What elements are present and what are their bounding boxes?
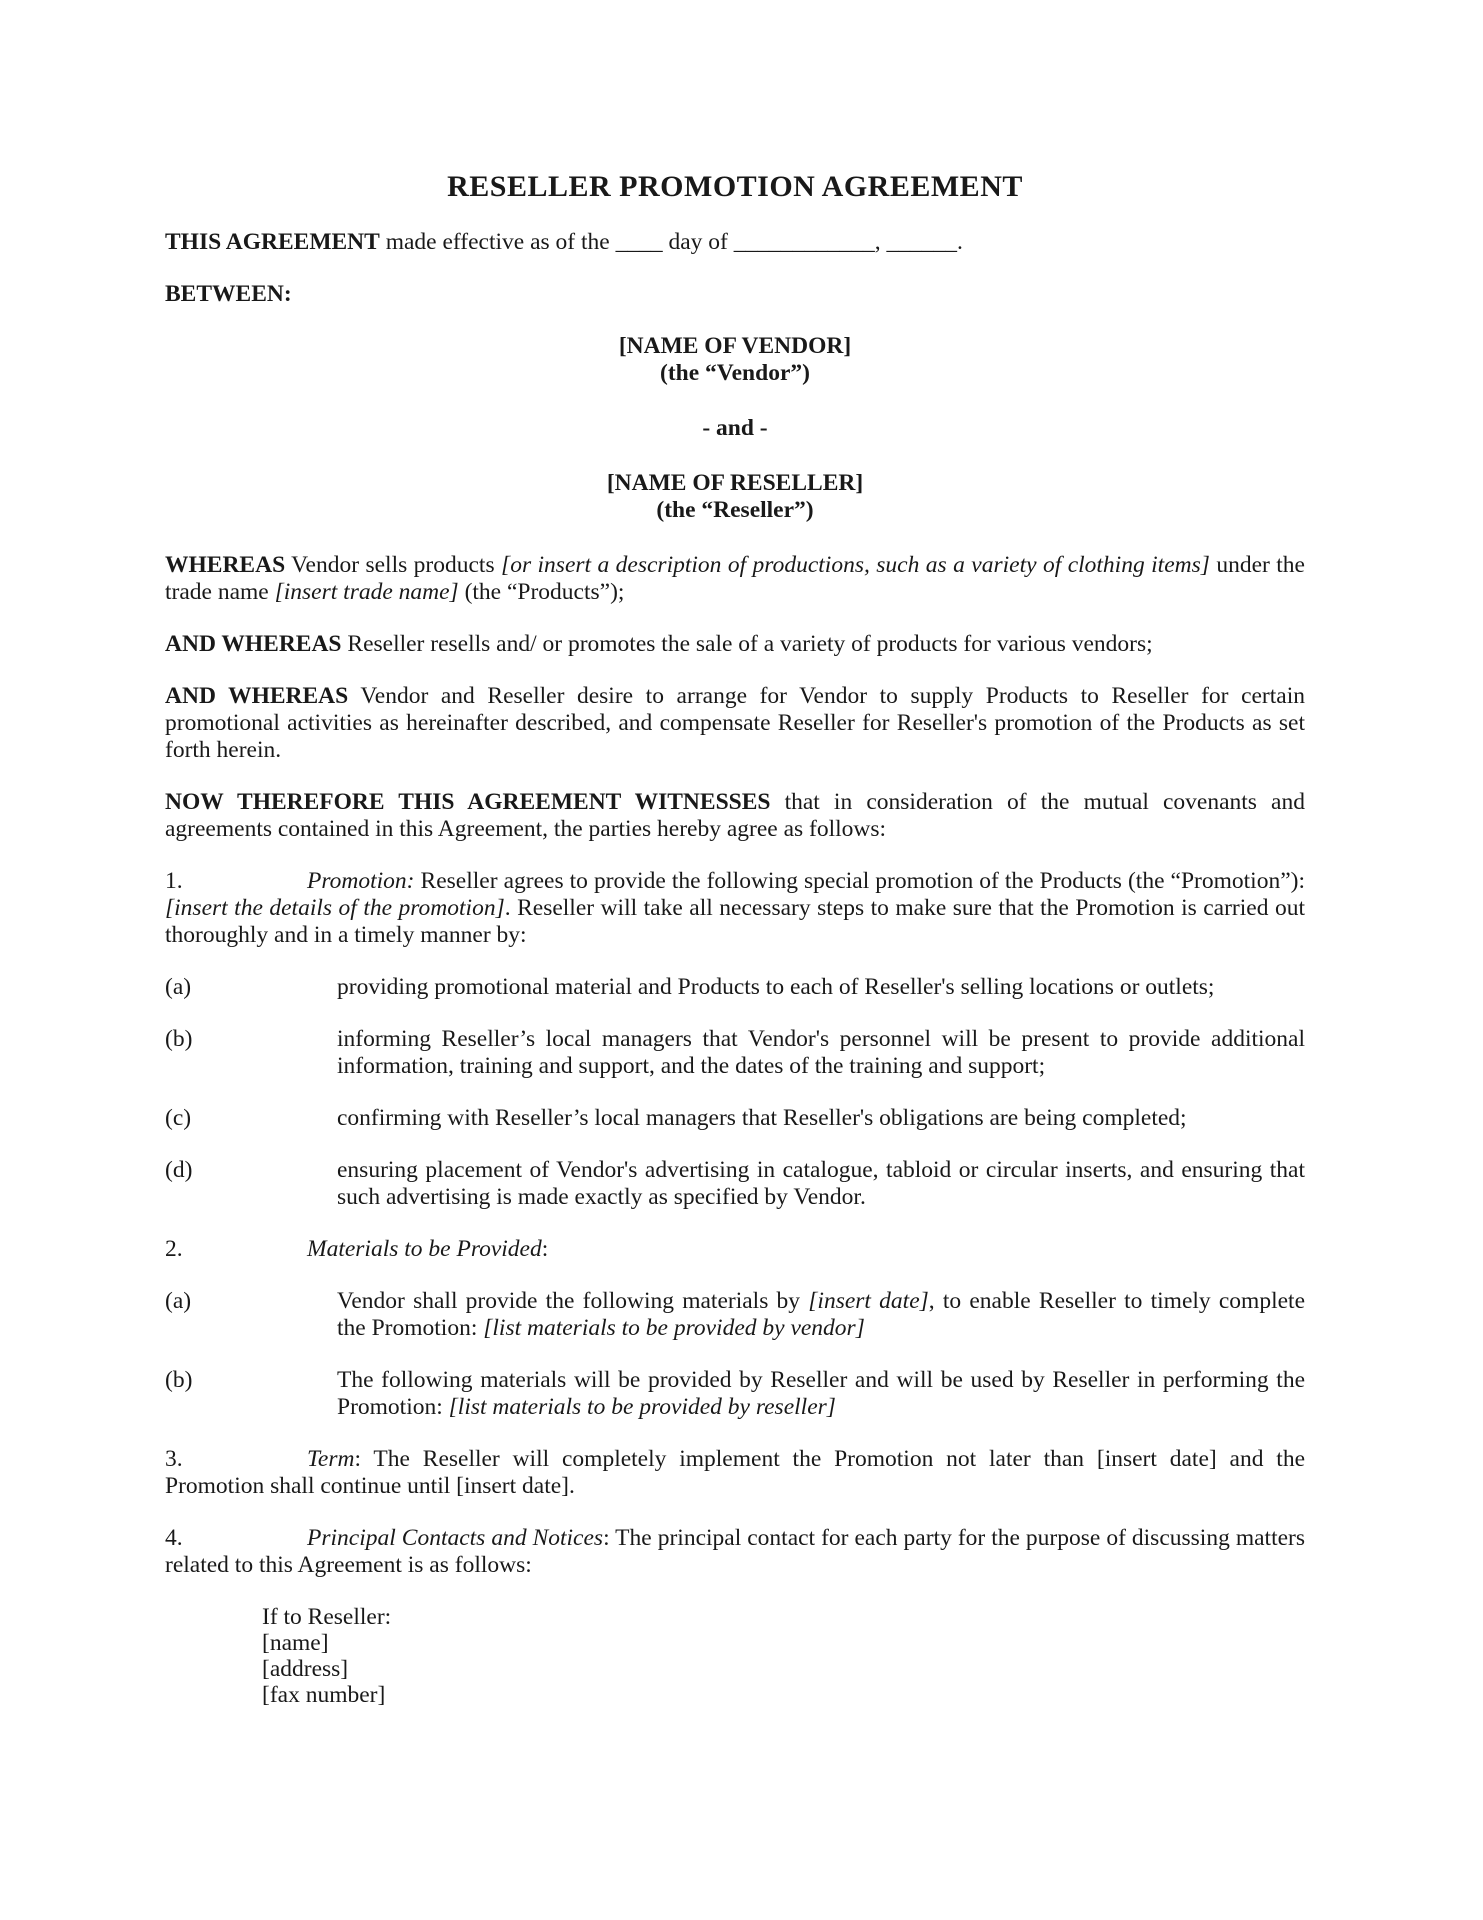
blank-year: ______: [886, 229, 957, 255]
opening-clause: [165, 229, 1305, 256]
item-text: [337, 1026, 1305, 1080]
placeholder-promotion-details: [insert the details of the promotion]: [165, 895, 505, 921]
section-2-materials: [165, 1236, 1305, 1263]
blank-day: ____: [615, 229, 663, 255]
section-number: 4.: [165, 1525, 183, 1551]
section-text: : The Reseller will completely implement the Promotion not later than [insert date] and the Promotion shall continue until [insert date].: [165, 1446, 1305, 1499]
operative-clause: [165, 789, 1305, 843]
recital-whereas-2: [165, 631, 1305, 658]
item-marker: (b): [165, 1367, 193, 1393]
recital-lead: WHEREAS: [165, 552, 286, 578]
recital-whereas-3: [165, 683, 1305, 764]
contact-line-label: If to Reseller:: [262, 1604, 392, 1630]
item-marker: (c): [165, 1105, 192, 1131]
reseller-name: [NAME OF RESELLER]: [606, 470, 864, 496]
placeholder-description: [or insert a description of productions, such as a variety of clothing items]: [501, 552, 1210, 578]
section-heading: Promotion:: [307, 868, 415, 894]
document-title: RESELLER PROMOTION AGREEMENT: [447, 170, 1023, 203]
vendor-alias: (the “Vendor”): [660, 360, 810, 386]
section-heading: Term: [307, 1446, 355, 1472]
item-marker: (b): [165, 1026, 193, 1052]
item-text: [337, 1288, 1305, 1342]
section-text: . Reseller will take all necessary steps to make sure that the Promotion is carried out thoroughly and in a timely manner by:: [165, 895, 1305, 948]
between-label: BETWEEN:: [165, 281, 292, 307]
placeholder-reseller-materials: [list materials to be provided by reseller]: [448, 1394, 836, 1420]
item-run: ensuring placement of Vendor's advertising in catalogue, tabloid or circular inserts, and ensuring that such advertising is made exactly as specified by Vendor.: [337, 1157, 1305, 1210]
section-heading: Principal Contacts and Notices: [307, 1525, 604, 1551]
recital-text: (the “Products”);: [458, 579, 625, 605]
item-run: providing promotional material and Products to each of Reseller's selling locations or outlets;: [337, 974, 1215, 1000]
recital-text: under the trade name: [165, 552, 1305, 605]
recital-whereas-1: [165, 552, 1305, 606]
recital-text: Reseller resells and/ or promotes the sale of a variety of products for various vendors;: [341, 631, 1153, 657]
section-heading: Materials to be Provided: [307, 1236, 542, 1262]
item-marker: (a): [165, 974, 192, 1000]
recital-text: Vendor and Reseller desire to arrange for Vendor to supply Products to Reseller for certain promotional activities as hereinafter described, and compensate Reseller for Reseller's promotion of the Products as set forth herein.: [165, 683, 1305, 763]
contact-line-address: [address]: [262, 1656, 349, 1682]
placeholder-vendor-materials: [list materials to be provided by vendor]: [483, 1315, 865, 1341]
opening-text-4: .: [956, 229, 963, 255]
vendor-party-block: [165, 333, 1305, 387]
reseller-party-block: [165, 470, 1305, 524]
item-text: [337, 1367, 1305, 1421]
section-number: 2.: [165, 1236, 183, 1262]
contact-line-fax: [fax number]: [262, 1682, 386, 1708]
item-text: [337, 974, 1305, 1001]
recital-lead: AND WHEREAS: [165, 631, 342, 657]
item-run: , to enable Reseller to timely complete the Promotion:: [337, 1288, 1305, 1341]
contact-line-name: [name]: [262, 1630, 329, 1656]
item-text: [337, 1157, 1305, 1211]
section-text: :: [541, 1236, 549, 1262]
operative-lead: NOW THEREFORE THIS AGREEMENT WITNESSES: [165, 789, 771, 815]
agreement-document: [165, 170, 1305, 1708]
section-4-contacts: [165, 1525, 1305, 1579]
section-text: Reseller agrees to provide the following special promotion of the Products (the “Promotion”):: [414, 868, 1305, 894]
item-text: [337, 1105, 1305, 1132]
placeholder-insert-date: [insert date]: [808, 1288, 929, 1314]
list-item-1c: [165, 1105, 1305, 1132]
vendor-name: [NAME OF VENDOR]: [618, 333, 852, 359]
item-run: confirming with Reseller’s local managers that Reseller's obligations are being completed;: [337, 1105, 1187, 1131]
list-item-1a: [165, 974, 1305, 1001]
blank-month: ____________: [733, 229, 875, 255]
reseller-contact-block: [262, 1604, 1305, 1708]
list-item-2b: [165, 1367, 1305, 1421]
placeholder-trade-name: [insert trade name]: [274, 579, 459, 605]
recital-lead: AND WHEREAS: [165, 683, 349, 709]
opening-lead: THIS AGREEMENT: [165, 229, 380, 255]
section-3-term: [165, 1446, 1305, 1500]
section-number: 3.: [165, 1446, 183, 1472]
operative-text: that in consideration of the mutual covenants and agreements contained in this Agreement, the parties hereby agree as follows:: [165, 789, 1305, 842]
opening-text-2: day of: [662, 229, 734, 255]
item-run: The following materials will be provided by Reseller and will be used by Reseller in performing the Promotion:: [337, 1367, 1305, 1420]
list-item-1d: [165, 1157, 1305, 1211]
section-1-promotion: [165, 868, 1305, 949]
list-item-1b: [165, 1026, 1305, 1080]
item-marker: (a): [165, 1288, 192, 1314]
item-run: Vendor shall provide the following materials by: [337, 1288, 809, 1314]
item-marker: (d): [165, 1157, 193, 1183]
item-run: informing Reseller’s local managers that Vendor's personnel will be present to provide additional information, training and support, and the dates of the training and support;: [337, 1026, 1305, 1079]
section-text: : The principal contact for each party for the purpose of discussing matters related to this Agreement is as follows:: [165, 1525, 1305, 1578]
list-item-2a: [165, 1288, 1305, 1342]
section-number: 1.: [165, 868, 183, 894]
reseller-alias: (the “Reseller”): [656, 497, 814, 523]
and-separator: - and -: [702, 415, 768, 441]
opening-text-1: made effective as of the: [379, 229, 616, 255]
opening-text-3: ,: [874, 229, 887, 255]
recital-text: Vendor sells products: [285, 552, 502, 578]
